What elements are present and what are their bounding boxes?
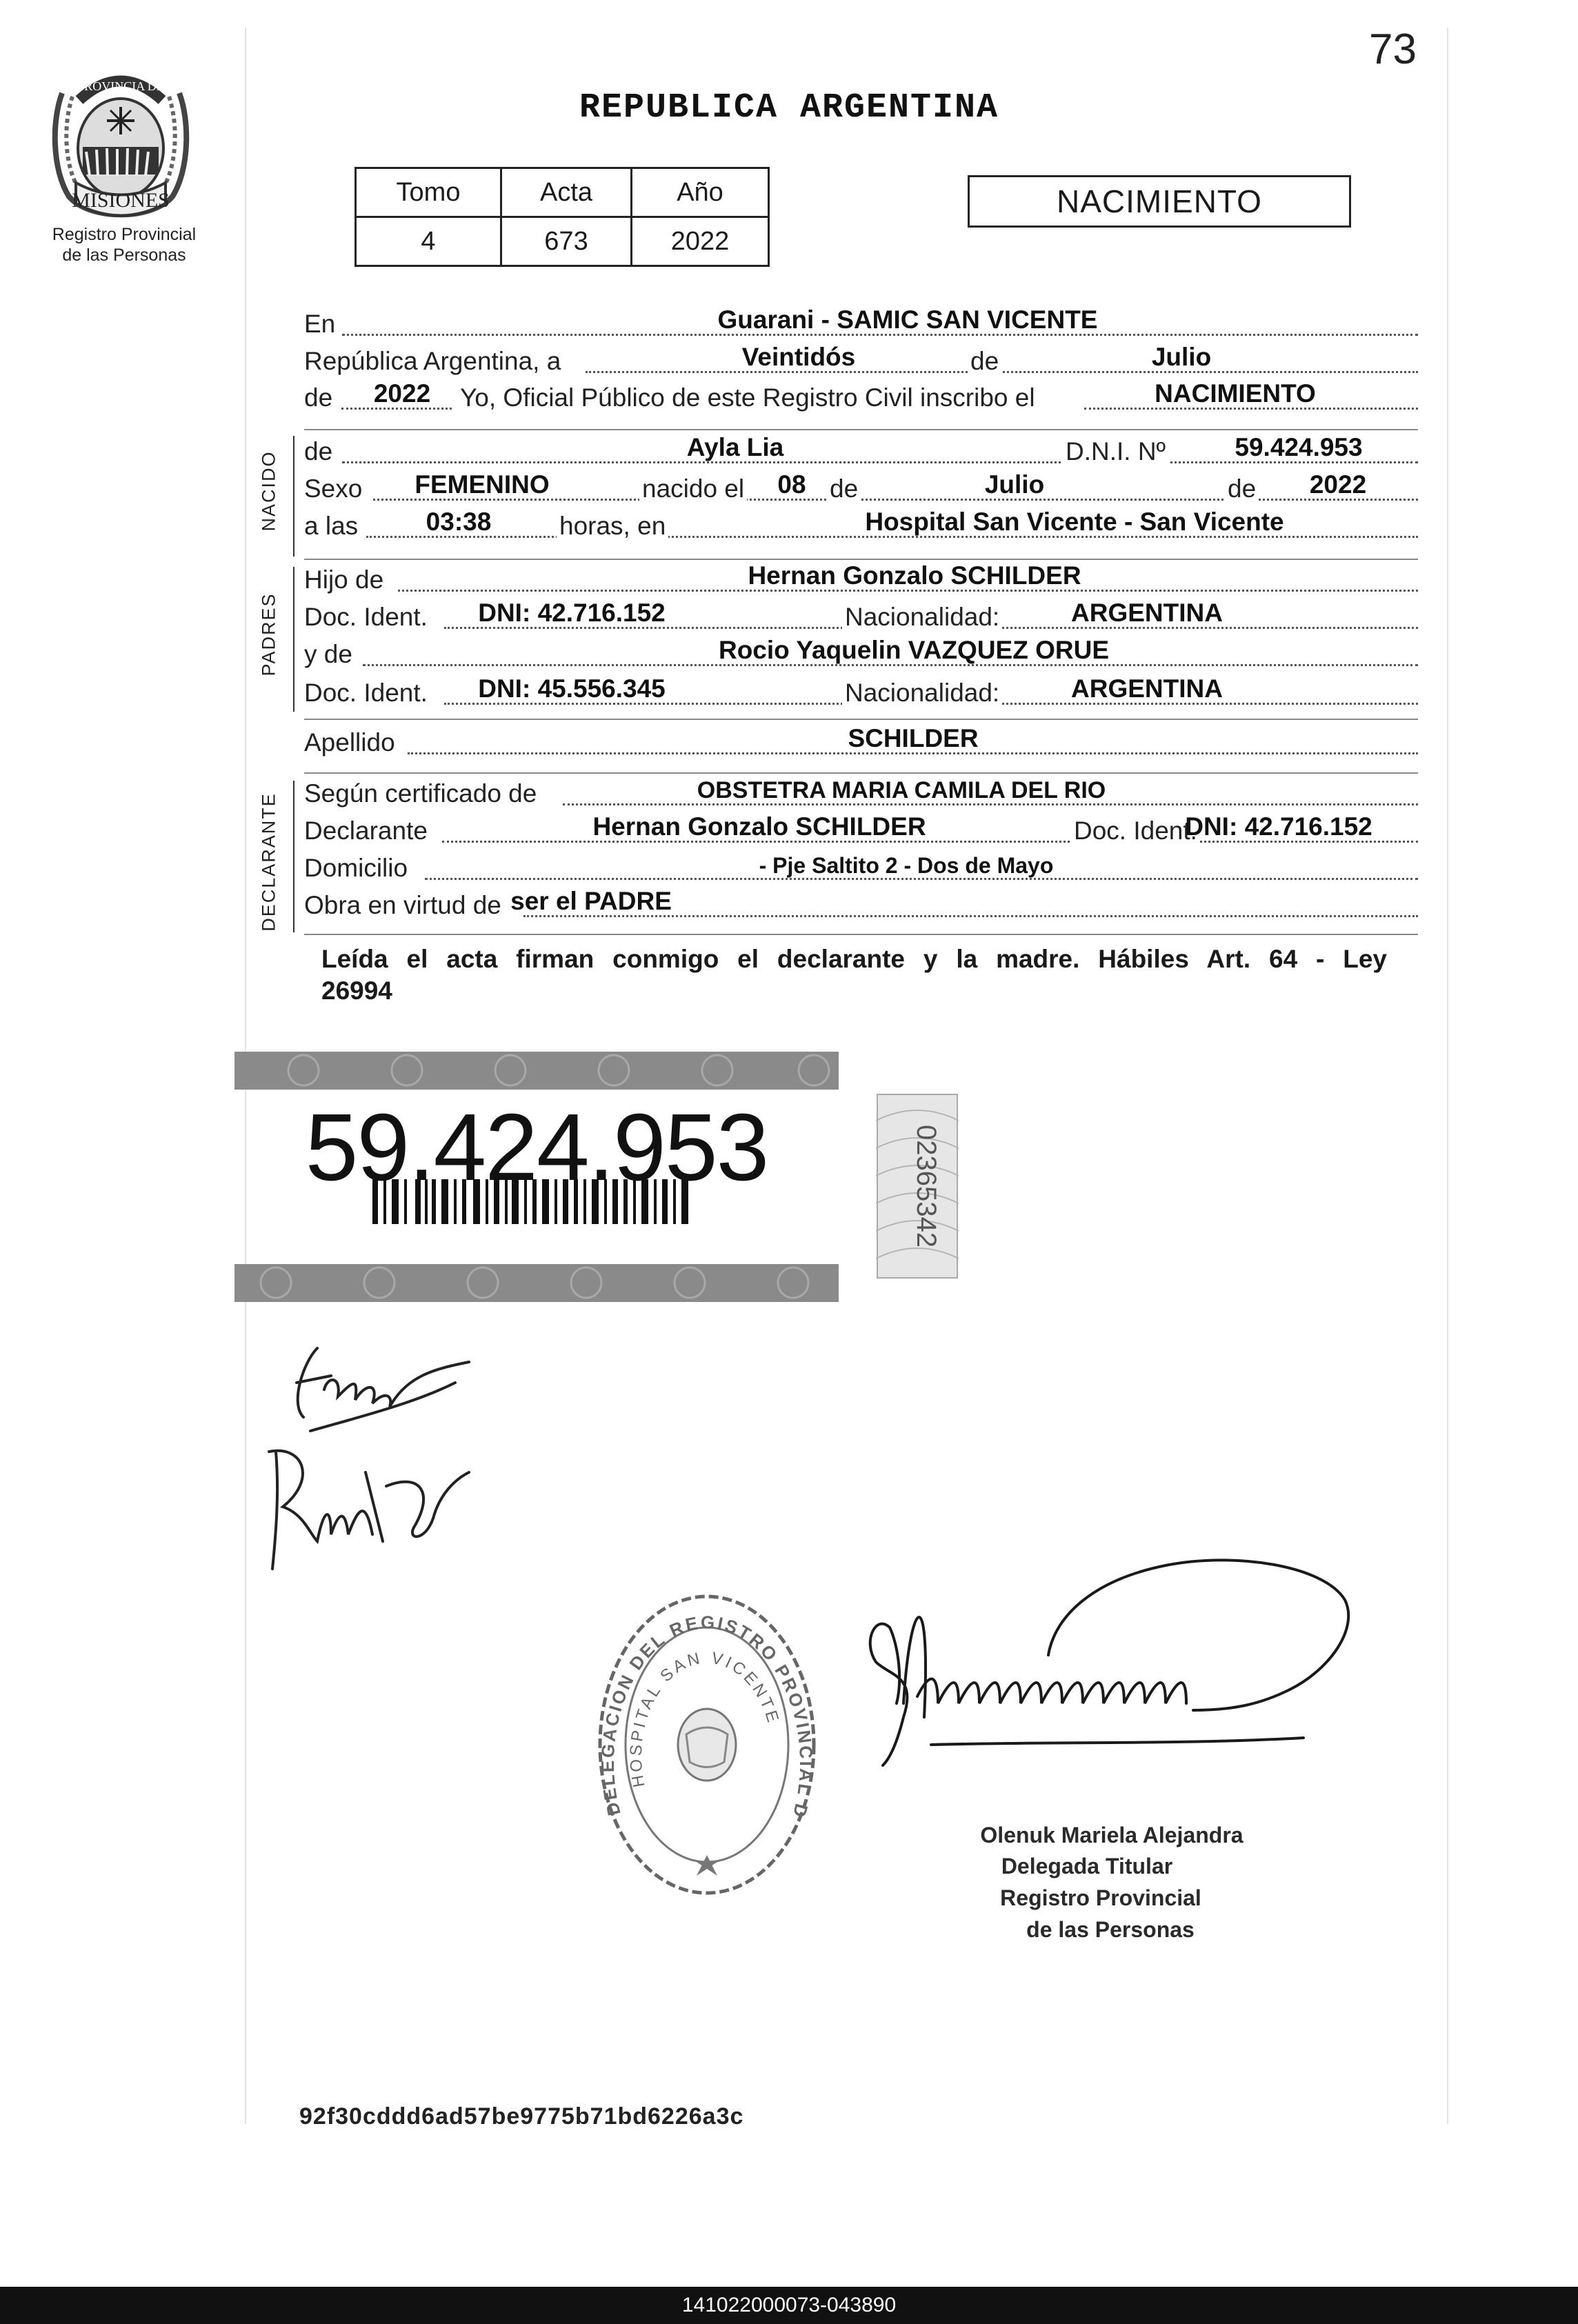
mother-doc-value: DNI: 45.556.345 [478, 674, 666, 703]
mother-nat-value: ARGENTINA [1071, 674, 1223, 703]
footer-bar [0, 2287, 1578, 2324]
nacido-de-label3: de [1225, 474, 1259, 503]
de-label: de [968, 347, 1001, 376]
document-title: REPUBLICA ARGENTINA [579, 88, 999, 128]
nacido-de-label2: de [827, 474, 861, 503]
document-hash: 92f30cddd6ad57be9775b71bd6226a3c [299, 2103, 744, 2130]
declarante-section-label: DECLARANTE [258, 792, 279, 932]
row-mother-doc [304, 676, 1418, 713]
horas-label: horas, en [557, 512, 668, 541]
header-acta: Acta [501, 168, 632, 217]
row-y-de [304, 637, 1418, 674]
sticker-dni-number: 59.424.953 [305, 1094, 768, 1201]
closing-text: Leída el acta firman conmigo el declarante y la madre. Hábiles Art. 64 - Ley 26994 [321, 945, 1387, 1005]
registry-round-stamp [593, 1586, 821, 1903]
declarante-label: Declarante [304, 817, 428, 845]
separator-2 [304, 559, 1418, 560]
footer-code: 141022000073-043890 [681, 2294, 897, 2316]
birth-time-value: 03:38 [426, 508, 492, 536]
seal-top-text: PROVINCIA DE [77, 79, 164, 93]
declarante-doc-value: DNI: 42.716.152 [1185, 812, 1372, 841]
child-dni-value: 59.424.953 [1235, 433, 1363, 461]
y-de-label: y de [304, 640, 352, 668]
row-apellido [304, 725, 1418, 763]
seal-bottom-text: MISIONES [72, 189, 170, 212]
nacido-bracket [293, 436, 294, 557]
separator-4 [304, 772, 1418, 774]
row-domicilio [304, 851, 1418, 888]
apellido-label: Apellido [304, 728, 395, 757]
right-margin-line [1447, 28, 1448, 2124]
separator-3 [304, 719, 1418, 720]
child-name-value: Ayla Lia [686, 433, 784, 461]
officer-signature [848, 1538, 1372, 1800]
separator-5 [304, 934, 1418, 935]
official-org-line2: de las Personas [1026, 1917, 1195, 1942]
nacido-de-label: de [304, 437, 333, 465]
header-tomo: Tomo [356, 168, 501, 217]
apellido-value: SCHILDER [848, 724, 979, 752]
mother-doc-label: Doc. Ident. [304, 679, 428, 707]
birth-day-value: 08 [777, 470, 806, 499]
inscribed-value: NACIMIENTO [1155, 379, 1316, 408]
birth-month-value: Julio [984, 470, 1045, 499]
nacido-section-label: NACIDO [258, 450, 279, 532]
record-type-box: NACIMIENTO [968, 175, 1351, 228]
official-role: Delegada Titular [1001, 1854, 1173, 1879]
hologram-sticker [876, 1093, 959, 1279]
declarant-signature [262, 1431, 483, 1579]
father-nat-value: ARGENTINA [1071, 599, 1223, 627]
en-label: En [304, 310, 336, 338]
mother-nat-label: Nacionalidad: [842, 679, 1002, 708]
hologram-code: 02365342 [911, 1125, 941, 1248]
row-sexo [304, 472, 1418, 509]
padres-bracket [293, 567, 294, 712]
obra-value: ser el PADRE [510, 887, 672, 915]
certificado-value: OBSTETRA MARIA CAMILA DEL RIO [697, 777, 1106, 803]
hijo-de-label: Hijo de [304, 565, 384, 594]
header-anio: Año [632, 168, 769, 217]
sexo-value: FEMENINO [415, 470, 550, 499]
father-doc-label: Doc. Ident. [304, 603, 428, 631]
father-doc-value: DNI: 42.716.152 [478, 599, 666, 627]
day-words-value: Veintidós [741, 343, 856, 371]
row-father-doc [304, 600, 1418, 637]
acta-value: 673 [501, 217, 632, 266]
dni-label: D.N.I. Nº [1063, 437, 1168, 466]
birth-place-value: Hospital San Vicente - San Vicente [865, 508, 1284, 536]
padres-section-label: PADRES [258, 592, 279, 677]
sexo-label: Sexo [304, 474, 363, 503]
anio-value: 2022 [632, 217, 769, 266]
mother-name-value: Rocio Yaquelin VAZQUEZ ORUE [718, 636, 1110, 664]
obra-label: Obra en virtud de [304, 891, 501, 919]
domicilio-label: Domicilio [304, 854, 408, 882]
logo-caption-line2: de las Personas [62, 246, 186, 265]
official-name: Olenuk Mariela Alejandra [980, 1823, 1244, 1847]
place-value: Guarani - SAMIC SAN VICENTE [717, 305, 1098, 334]
republica-label: República Argentina, a [304, 347, 561, 375]
stamp-outer-text: DELEGACION DEL REGISTRO PROVINCIAL D [597, 1612, 817, 1822]
father-nat-label: Nacionalidad: [842, 603, 1002, 632]
birth-year-value: 2022 [1309, 470, 1367, 499]
month-value: Julio [1151, 343, 1212, 371]
a-las-label: a las [304, 512, 359, 540]
year-prefix-label: de [304, 383, 333, 412]
registry-table [354, 167, 770, 267]
separator-1 [304, 429, 1418, 430]
oficial-text: Yo, Oficial Público de este Registro Civil inscribo el [460, 383, 1035, 412]
row-hora [304, 509, 1418, 546]
logo-caption-line1: Registro Provincial [52, 225, 197, 244]
stamp-inner-text: HOSPITAL SAN VICENTE [626, 1648, 783, 1789]
row-certificado [304, 777, 1418, 814]
row-republica [304, 344, 1418, 381]
domicilio-value: - Pje Saltito 2 - Dos de Mayo [759, 853, 1054, 878]
declarante-doc-label: Doc. Ident. [1071, 817, 1200, 845]
nacido-el-label: nacido el [639, 474, 747, 503]
row-nacido-name [304, 434, 1418, 472]
declarante-name-value: Hernan Gonzalo SCHILDER [592, 812, 926, 841]
tomo-value: 4 [356, 217, 501, 266]
page-number: 73 [1369, 26, 1417, 73]
row-declarante [304, 814, 1418, 851]
row-en [304, 307, 1418, 344]
father-name-value: Hernan Gonzalo SCHILDER [748, 561, 1081, 590]
row-inscribo [304, 381, 1418, 418]
row-obra [304, 888, 1418, 925]
year-value: 2022 [373, 379, 431, 408]
logo-caption [28, 224, 221, 266]
official-org-line1: Registro Provincial [1000, 1885, 1201, 1910]
certificado-label: Según certificado de [304, 779, 537, 808]
declarante-bracket [293, 781, 294, 932]
row-hijo-de [304, 563, 1418, 600]
